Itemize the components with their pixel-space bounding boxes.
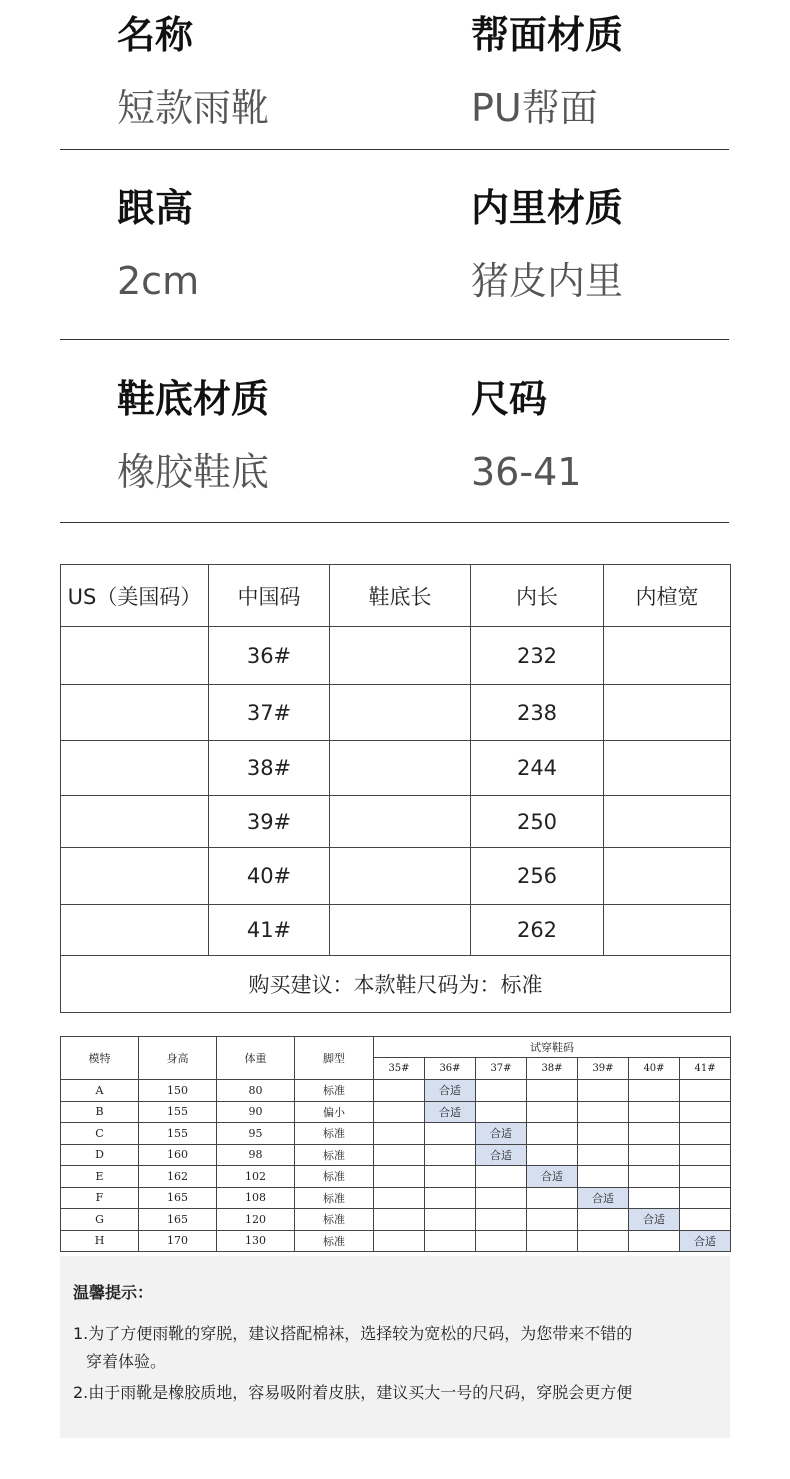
cell-weight: 102: [217, 1166, 295, 1188]
cell-sole: [330, 741, 471, 796]
cell-height: 165: [139, 1209, 217, 1231]
spec-value: 2cm: [117, 259, 200, 303]
size-cell: [374, 1101, 425, 1123]
cell-width: [604, 796, 731, 848]
cell-us: [61, 741, 209, 796]
header-foot-type: 脚型: [295, 1037, 374, 1080]
spec-value: PU帮面: [471, 86, 598, 130]
header-trial-size: 试穿鞋码: [374, 1037, 731, 1058]
spec-heel-height: [117, 185, 199, 304]
cell-us: [61, 627, 209, 685]
size-cell: [425, 1209, 476, 1231]
cell-inner: 250: [471, 796, 604, 848]
fit-cell: 合适: [425, 1080, 476, 1102]
size-cell: [578, 1230, 629, 1252]
cell-height: 162: [139, 1166, 217, 1188]
size-cell: [527, 1123, 578, 1145]
size-cell: [629, 1144, 680, 1166]
fit-cell: 合适: [425, 1101, 476, 1123]
fit-cell: 合适: [476, 1123, 527, 1145]
size-cell: [680, 1101, 731, 1123]
size-cell: [629, 1101, 680, 1123]
cell-inner: 238: [471, 685, 604, 741]
cell-model: C: [61, 1123, 139, 1145]
spec-value: 短款雨靴: [117, 86, 270, 130]
cell-foot: 标准: [295, 1230, 374, 1252]
cell-foot: 标准: [295, 1144, 374, 1166]
spec-label: 名称: [117, 13, 194, 57]
cell-weight: 80: [217, 1080, 295, 1102]
header-size: 36#: [425, 1058, 476, 1080]
size-cell: [425, 1144, 476, 1166]
size-cell: [374, 1166, 425, 1188]
cell-cn: 39#: [209, 796, 330, 848]
size-cell: [374, 1123, 425, 1145]
fit-table: [60, 1036, 731, 1252]
cell-model: G: [61, 1209, 139, 1231]
fit-table-header-row: [61, 1037, 731, 1058]
table-row: [61, 1123, 731, 1145]
spec-label: 尺码: [471, 377, 548, 421]
header-sole-length: 鞋底长: [330, 565, 471, 627]
size-cell: [680, 1187, 731, 1209]
cell-model: B: [61, 1101, 139, 1123]
header-size: 35#: [374, 1058, 425, 1080]
cell-foot: 标准: [295, 1209, 374, 1231]
header-size: 39#: [578, 1058, 629, 1080]
spec-sole-material: [117, 376, 269, 495]
table-row: [61, 1101, 731, 1123]
cell-cn: 40#: [209, 848, 330, 905]
cell-weight: 90: [217, 1101, 295, 1123]
cell-inner: 256: [471, 848, 604, 905]
size-cell: [680, 1123, 731, 1145]
size-cell: [527, 1187, 578, 1209]
cell-inner: 244: [471, 741, 604, 796]
size-cell: [476, 1230, 527, 1252]
size-cell: [374, 1187, 425, 1209]
size-cell: [578, 1101, 629, 1123]
cell-height: 155: [139, 1101, 217, 1123]
table-row: [61, 848, 731, 905]
spec-name: [117, 12, 269, 131]
size-cell: [476, 1209, 527, 1231]
size-cell: [374, 1144, 425, 1166]
notice-line: 1.为了方便雨靴的穿脱，建议搭配棉袜，选择较为宽松的尺码，为您带来不错的: [73, 1324, 633, 1343]
table-row: [61, 1144, 731, 1166]
cell-height: 165: [139, 1187, 217, 1209]
size-cell: [374, 1209, 425, 1231]
cell-height: 155: [139, 1123, 217, 1145]
size-cell: [527, 1101, 578, 1123]
fit-cell: 合适: [527, 1166, 578, 1188]
cell-foot: 标准: [295, 1187, 374, 1209]
cell-us: [61, 796, 209, 848]
divider: [60, 522, 729, 523]
table-row: [61, 796, 731, 848]
cell-width: [604, 905, 731, 956]
cell-foot: 标准: [295, 1166, 374, 1188]
cell-weight: 95: [217, 1123, 295, 1145]
size-cell: [578, 1123, 629, 1145]
spec-label: 帮面材质: [471, 13, 624, 57]
cell-weight: 120: [217, 1209, 295, 1231]
spec-value: 36-41: [471, 450, 582, 494]
spec-label: 鞋底材质: [117, 377, 270, 421]
size-cell: [680, 1209, 731, 1231]
divider: [60, 149, 729, 150]
header-last-width: 内楦宽: [604, 565, 731, 627]
table-row: [61, 1080, 731, 1102]
size-cell: [527, 1209, 578, 1231]
size-table: [60, 564, 731, 1013]
cell-model: A: [61, 1080, 139, 1102]
table-row: [61, 905, 731, 956]
cell-us: [61, 848, 209, 905]
cell-us: [61, 685, 209, 741]
cell-sole: [330, 796, 471, 848]
size-cell: [476, 1101, 527, 1123]
size-cell: [425, 1230, 476, 1252]
notice-line: 2.由于雨靴是橡胶质地，容易吸附着皮肤，建议买大一号的尺码，穿脱会更方便: [73, 1383, 633, 1402]
table-row: [61, 1209, 731, 1231]
table-row: [61, 1166, 731, 1188]
header-inner-length: 内长: [471, 565, 604, 627]
spec-value: 橡胶鞋底: [117, 450, 270, 494]
cell-width: [604, 848, 731, 905]
size-cell: [578, 1080, 629, 1102]
cell-cn: 38#: [209, 741, 330, 796]
spec-label: 内里材质: [471, 186, 624, 230]
size-table-header-row: [61, 565, 731, 627]
size-cell: [578, 1209, 629, 1231]
spec-lining-material: [471, 185, 623, 304]
size-cell: [629, 1230, 680, 1252]
header-cn-size: 中国码: [209, 565, 330, 627]
size-cell: [476, 1187, 527, 1209]
cell-foot: 偏小: [295, 1101, 374, 1123]
cell-model: H: [61, 1230, 139, 1252]
cell-foot: 标准: [295, 1123, 374, 1145]
cell-model: F: [61, 1187, 139, 1209]
fit-cell: 合适: [578, 1187, 629, 1209]
notice-box: [60, 1256, 730, 1438]
size-cell: [680, 1144, 731, 1166]
spec-size-range: [471, 376, 581, 495]
size-cell: [629, 1187, 680, 1209]
header-size: 41#: [680, 1058, 731, 1080]
cell-cn: 36#: [209, 627, 330, 685]
cell-model: E: [61, 1166, 139, 1188]
cell-weight: 98: [217, 1144, 295, 1166]
size-cell: [629, 1123, 680, 1145]
fit-table-body: [61, 1080, 731, 1252]
size-cell: [527, 1230, 578, 1252]
table-row: [61, 685, 731, 741]
cell-us: [61, 905, 209, 956]
size-cell: [476, 1080, 527, 1102]
header-weight: 体重: [217, 1037, 295, 1080]
spec-label: 跟高: [117, 186, 194, 230]
size-cell: [374, 1080, 425, 1102]
notice-title: 温馨提示：: [73, 1283, 154, 1302]
size-cell: [578, 1166, 629, 1188]
fit-cell: 合适: [476, 1144, 527, 1166]
divider: [60, 339, 729, 340]
cell-height: 150: [139, 1080, 217, 1102]
table-row: [61, 627, 731, 685]
cell-sole: [330, 627, 471, 685]
size-cell: [476, 1166, 527, 1188]
size-advice-row: [61, 956, 731, 1013]
cell-model: D: [61, 1144, 139, 1166]
cell-sole: [330, 685, 471, 741]
cell-cn: 41#: [209, 905, 330, 956]
cell-weight: 130: [217, 1230, 295, 1252]
fit-cell: 合适: [680, 1230, 731, 1252]
size-cell: [425, 1166, 476, 1188]
header-height: 身高: [139, 1037, 217, 1080]
size-cell: [425, 1187, 476, 1209]
size-cell: [527, 1080, 578, 1102]
size-cell: [374, 1230, 425, 1252]
cell-inner: 262: [471, 905, 604, 956]
header-size: 40#: [629, 1058, 680, 1080]
cell-foot: 标准: [295, 1080, 374, 1102]
size-cell: [680, 1080, 731, 1102]
cell-width: [604, 685, 731, 741]
size-cell: [680, 1166, 731, 1188]
notice-line: 穿着体验。: [86, 1352, 167, 1371]
size-cell: [629, 1166, 680, 1188]
spec-value: 猪皮内里: [471, 259, 624, 303]
cell-width: [604, 627, 731, 685]
size-cell: [629, 1080, 680, 1102]
cell-inner: 232: [471, 627, 604, 685]
header-model: 模特: [61, 1037, 139, 1080]
table-row: [61, 741, 731, 796]
spec-upper-material: [471, 12, 623, 131]
size-cell: [578, 1144, 629, 1166]
size-cell: [425, 1123, 476, 1145]
size-advice: 购买建议：本款鞋尺码为：标准: [61, 956, 731, 1013]
cell-cn: 37#: [209, 685, 330, 741]
table-row: [61, 1230, 731, 1252]
size-cell: [527, 1144, 578, 1166]
header-size: 38#: [527, 1058, 578, 1080]
cell-weight: 108: [217, 1187, 295, 1209]
cell-width: [604, 741, 731, 796]
table-row: [61, 1187, 731, 1209]
cell-height: 170: [139, 1230, 217, 1252]
cell-sole: [330, 848, 471, 905]
header-size: 37#: [476, 1058, 527, 1080]
cell-sole: [330, 905, 471, 956]
cell-height: 160: [139, 1144, 217, 1166]
header-us-size: US（美国码）: [61, 565, 209, 627]
fit-cell: 合适: [629, 1209, 680, 1231]
